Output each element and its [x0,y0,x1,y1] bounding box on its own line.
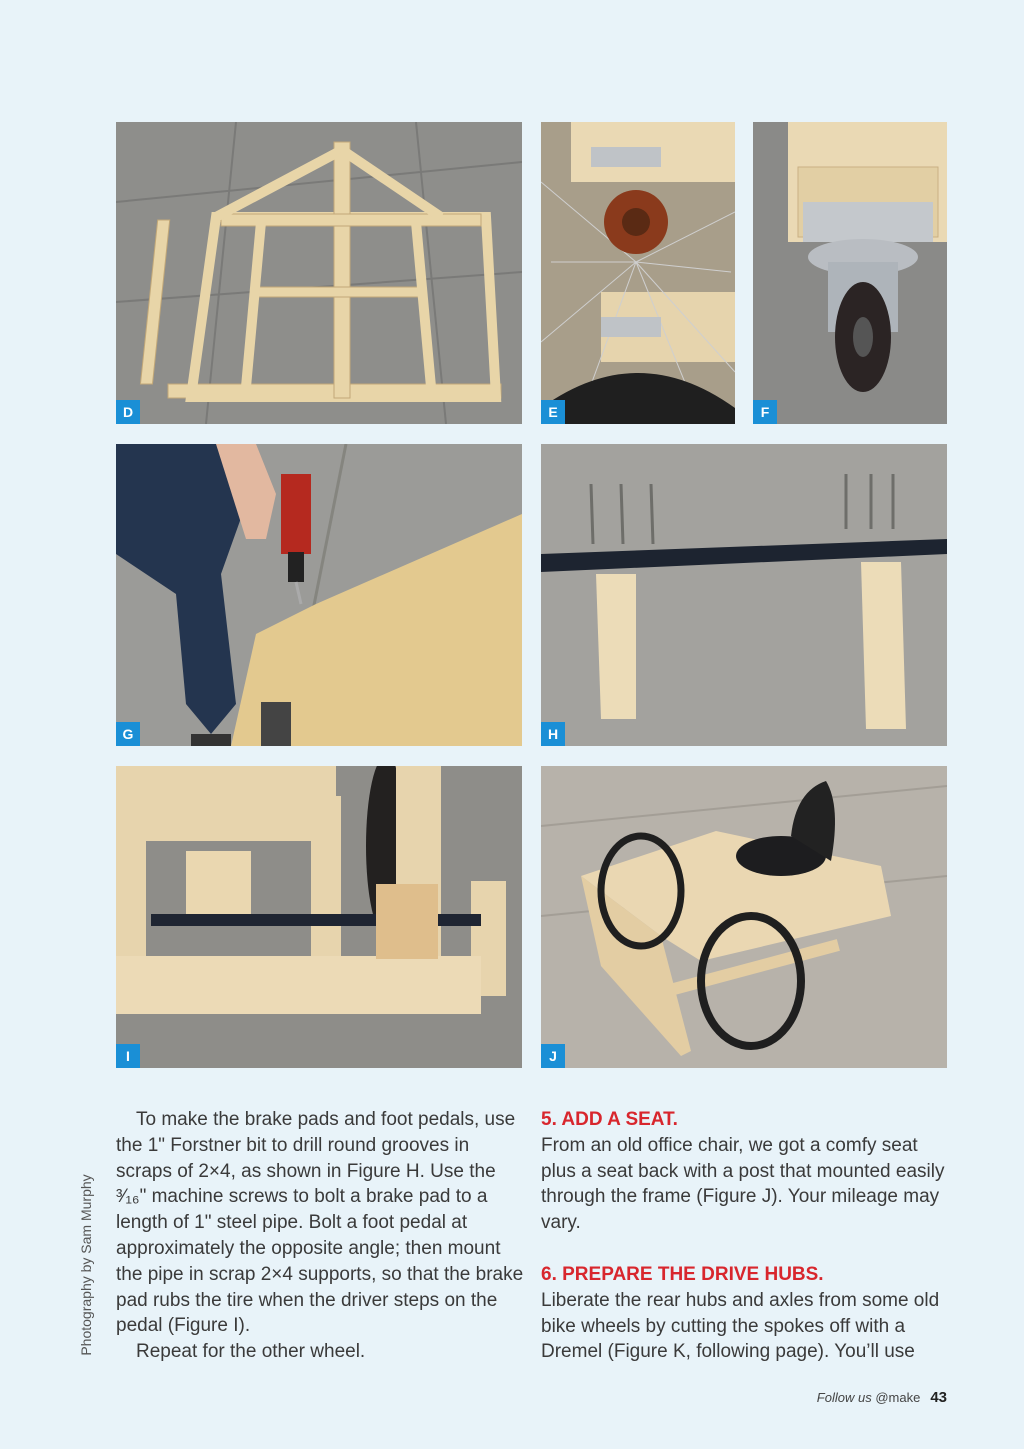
photo-e-illustration [541,122,735,424]
photo-i-illustration [116,766,522,1068]
step-5-body: From an old office chair, we got a comfy seat plus a seat back with a post that mounted easily through the frame (Figure J). Your mileage may vary. [541,1134,945,1234]
step-6-heading: 6. PREPARE THE DRIVE HUBS. [541,1263,824,1285]
photo-j-illustration [541,766,947,1068]
photo-f-illustration [753,122,947,424]
left-column [116,1107,526,1365]
figure-label: D [116,400,140,424]
page-number: 43 [930,1389,947,1406]
photo-g-illustration [116,444,522,746]
photo-g [116,444,522,746]
footer-handle[interactable]: @make [875,1390,921,1405]
body-paragraph: To make the brake pads and foot pedals, use the 1" Forstner bit to drill round grooves in scraps of 2×4, as shown in Figure H. Use the ³⁄₁₆" machine screws to bolt a brake pad to a length of 1" steel pipe. Bolt a foot pedal at approximately the opposite angle; then mount the pipe in scrap 2×4 supports, so that the brake pad rubs the tire when the driver steps on the pedal (Figure I). [116,1109,524,1337]
footer-prefix: Follow us [816,1390,876,1405]
step-5-heading: 5. ADD A SEAT. [541,1109,678,1130]
figure-label: F [753,400,777,424]
figure-label: H [541,722,565,746]
photo-i [116,766,522,1068]
body-paragraph: Repeat for the other wheel. [136,1341,366,1363]
page-footer [817,1389,947,1406]
figure-label: G [116,722,140,746]
figure-label: J [541,1044,565,1068]
figure-label: E [541,400,565,424]
photo-h-illustration [541,444,947,746]
photo-e [541,122,735,424]
step-6-body: Liberate the rear hubs and axles from some old bike wheels by cutting the spokes off with a Dremel (Figure K, following page). You’ll use [541,1289,940,1363]
right-column [541,1107,947,1365]
photo-j [541,766,947,1068]
photo-credit: Photography by Sam Murphy [78,1174,94,1356]
figure-label: I [116,1044,140,1068]
photo-d-illustration [116,122,522,424]
photo-f [753,122,947,424]
photo-d [116,122,522,424]
photo-h [541,444,947,746]
